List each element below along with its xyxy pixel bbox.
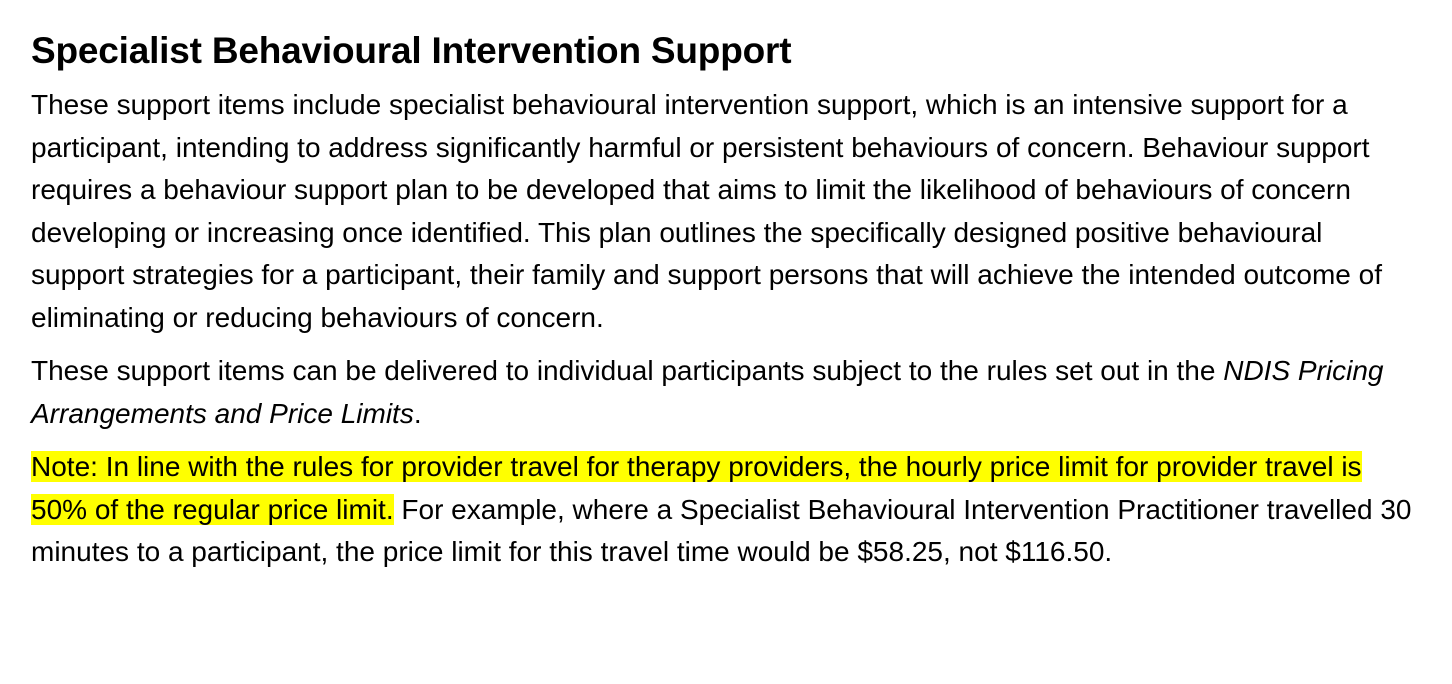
delivery-period: .	[413, 397, 422, 429]
delivery-paragraph	[31, 350, 1422, 435]
pricing-document-title: NDIS Pricing Arrangements and Price Limits	[31, 355, 1384, 429]
section-heading: Specialist Behavioural Intervention Support	[31, 30, 792, 71]
intro-paragraph: These support items include specialist behavioural intervention support, which is an intensive support for a participant, intending to address significantly harmful or persistent behaviours of concern. Behaviour support requires a behaviour support plan to be developed that aims to limit the likelihood of behaviours of concern developing or increasing once identified. This plan outlines the specifically designed positive behavioural support strategies for a participant, their family and support persons that will achieve the intended outcome of eliminating or reducing behaviours of concern.	[31, 89, 1382, 333]
note-paragraph	[31, 446, 1422, 574]
highlighted-note: Note: In line with the rules for provider travel for therapy providers, the hourly price limit for provider travel is 50% of the regular price limit.	[31, 451, 1362, 525]
travel-example-text: For example, where a Specialist Behavioural Intervention Practitioner travelled 30 minutes to a participant, the price limit for this travel time would be $58.25, not $116.50.	[31, 493, 1412, 567]
delivery-text: These support items can be delivered to individual participants subject to the rules set out in the	[31, 355, 1224, 386]
